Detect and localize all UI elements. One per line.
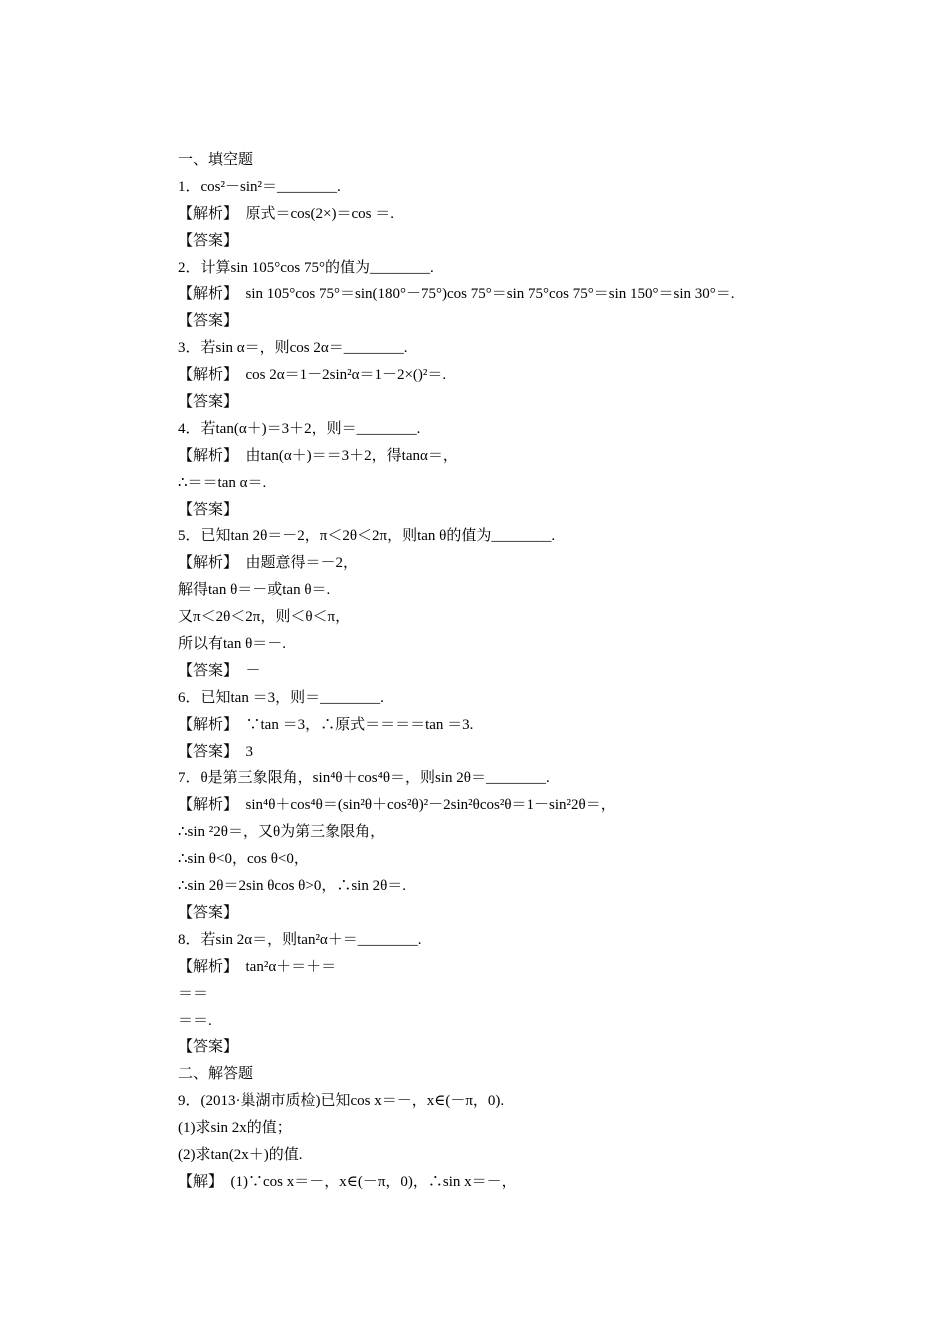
analysis-line: 【解析】 cos 2α＝1－2sin²α＝1－2×()²＝. bbox=[178, 367, 447, 384]
analysis-line: 【解析】 由题意得＝－2， bbox=[178, 555, 359, 572]
answer-line: 【答案】 bbox=[178, 904, 239, 921]
analysis-line: 【解析】 ∵tan ＝3，∴原式＝＝＝＝tan ＝3. bbox=[178, 716, 474, 733]
solution-step: 又π＜2θ＜2π，则＜θ＜π， bbox=[178, 609, 351, 626]
question-8: 8．若sin 2α＝，则tan²α＋＝________. bbox=[178, 931, 422, 948]
solution-step: ＝＝. bbox=[178, 1012, 212, 1029]
question-2: 2．计算sin 105°cos 75°的值为________. bbox=[178, 259, 434, 276]
analysis-line: 【解析】 原式＝cos(2×)＝cos ＝. bbox=[178, 205, 394, 222]
answer-line: 【答案】 bbox=[178, 394, 239, 411]
solution-line: 【解】 (1)∵cos x＝－，x∈(－π，0)，∴sin x＝－， bbox=[178, 1173, 517, 1190]
answer-line: 【答案】 bbox=[178, 501, 239, 518]
answer-line: 【答案】 bbox=[178, 232, 239, 249]
solution-step: 解得tan θ＝－或tan θ＝. bbox=[178, 582, 331, 599]
document-page bbox=[178, 147, 878, 1196]
question-9: 9．(2013·巢湖市质检)已知cos x＝－，x∈(－π，0). bbox=[178, 1093, 505, 1110]
question-4: 4．若tan(α＋)＝3＋2，则＝________. bbox=[178, 420, 421, 437]
sub-question: (1)求sin 2x的值； bbox=[178, 1120, 292, 1137]
solution-step: ∴sin θ<0，cos θ<0， bbox=[178, 851, 309, 868]
analysis-line: 【解析】 tan²α＋＝＋＝ bbox=[178, 958, 337, 975]
solution-step: ∴sin 2θ＝2sin θcos θ>0，∴sin 2θ＝. bbox=[178, 878, 407, 895]
solution-step: ∴sin ²2θ＝，又θ为第三象限角， bbox=[178, 824, 386, 841]
sub-question: (2)求tan(2x＋)的值. bbox=[178, 1146, 303, 1163]
question-3: 3．若sin α＝，则cos 2α＝________. bbox=[178, 340, 408, 357]
question-5: 5．已知tan 2θ＝－2，π＜2θ＜2π，则tan θ的值为________. bbox=[178, 528, 556, 545]
solution-step: 所以有tan θ＝－. bbox=[178, 636, 287, 653]
question-1: 1．cos²－sin²＝________. bbox=[178, 178, 341, 195]
solution-step: ＝＝ bbox=[178, 985, 209, 1002]
question-7: 7．θ是第三象限角，sin⁴θ＋cos⁴θ＝，则sin 2θ＝________. bbox=[178, 770, 550, 787]
answer-line: 【答案】 3 bbox=[178, 743, 254, 760]
section-heading: 二、解答题 bbox=[178, 1066, 254, 1083]
analysis-line: 【解析】 由tan(α＋)＝＝3＋2，得tanα＝， bbox=[178, 447, 458, 464]
answer-line: 【答案】 bbox=[178, 1039, 239, 1056]
section-heading: 一、填空题 bbox=[178, 152, 254, 168]
analysis-line: 【解析】 sin 105°cos 75°＝sin(180°－75°)cos 75°＝sin 75°cos 75°＝sin 150°＝sin 30°＝. bbox=[178, 286, 735, 303]
analysis-line: 【解析】 sin⁴θ＋cos⁴θ＝(sin²θ＋cos²θ)²－2sin²θcos²θ＝1－sin²2θ＝， bbox=[178, 797, 616, 814]
solution-step: ∴＝＝tan α＝. bbox=[178, 474, 267, 491]
question-6: 6．已知tan ＝3，则＝________. bbox=[178, 689, 384, 706]
answer-line: 【答案】 bbox=[178, 313, 239, 330]
answer-line: 【答案】 － bbox=[178, 662, 261, 679]
